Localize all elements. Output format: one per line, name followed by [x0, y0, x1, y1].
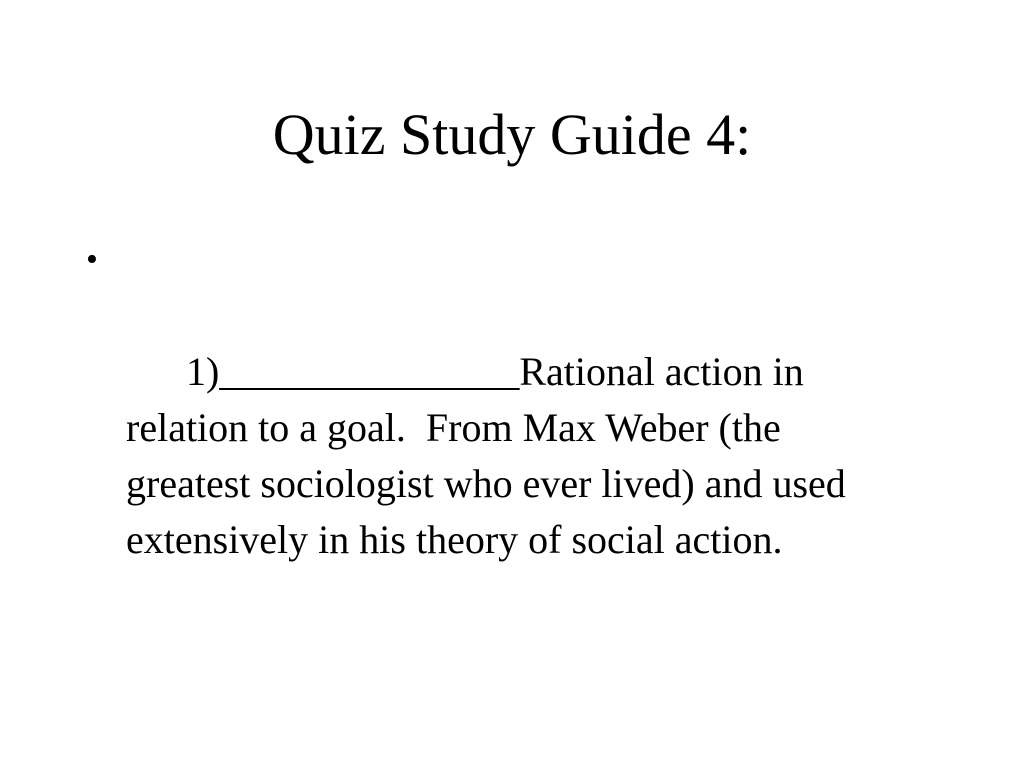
bullet-list [86, 232, 886, 624]
bullet-marker-icon: • [86, 241, 98, 278]
bullet-text: 1)_______________Rational action in relation to a goal. From Max Weber (the greatest sociologist who ever lived) and used extensively in his theory of social action. [126, 349, 856, 562]
slide-title: Quiz Study Guide 4: [272, 102, 752, 167]
bullet-item [86, 232, 886, 624]
